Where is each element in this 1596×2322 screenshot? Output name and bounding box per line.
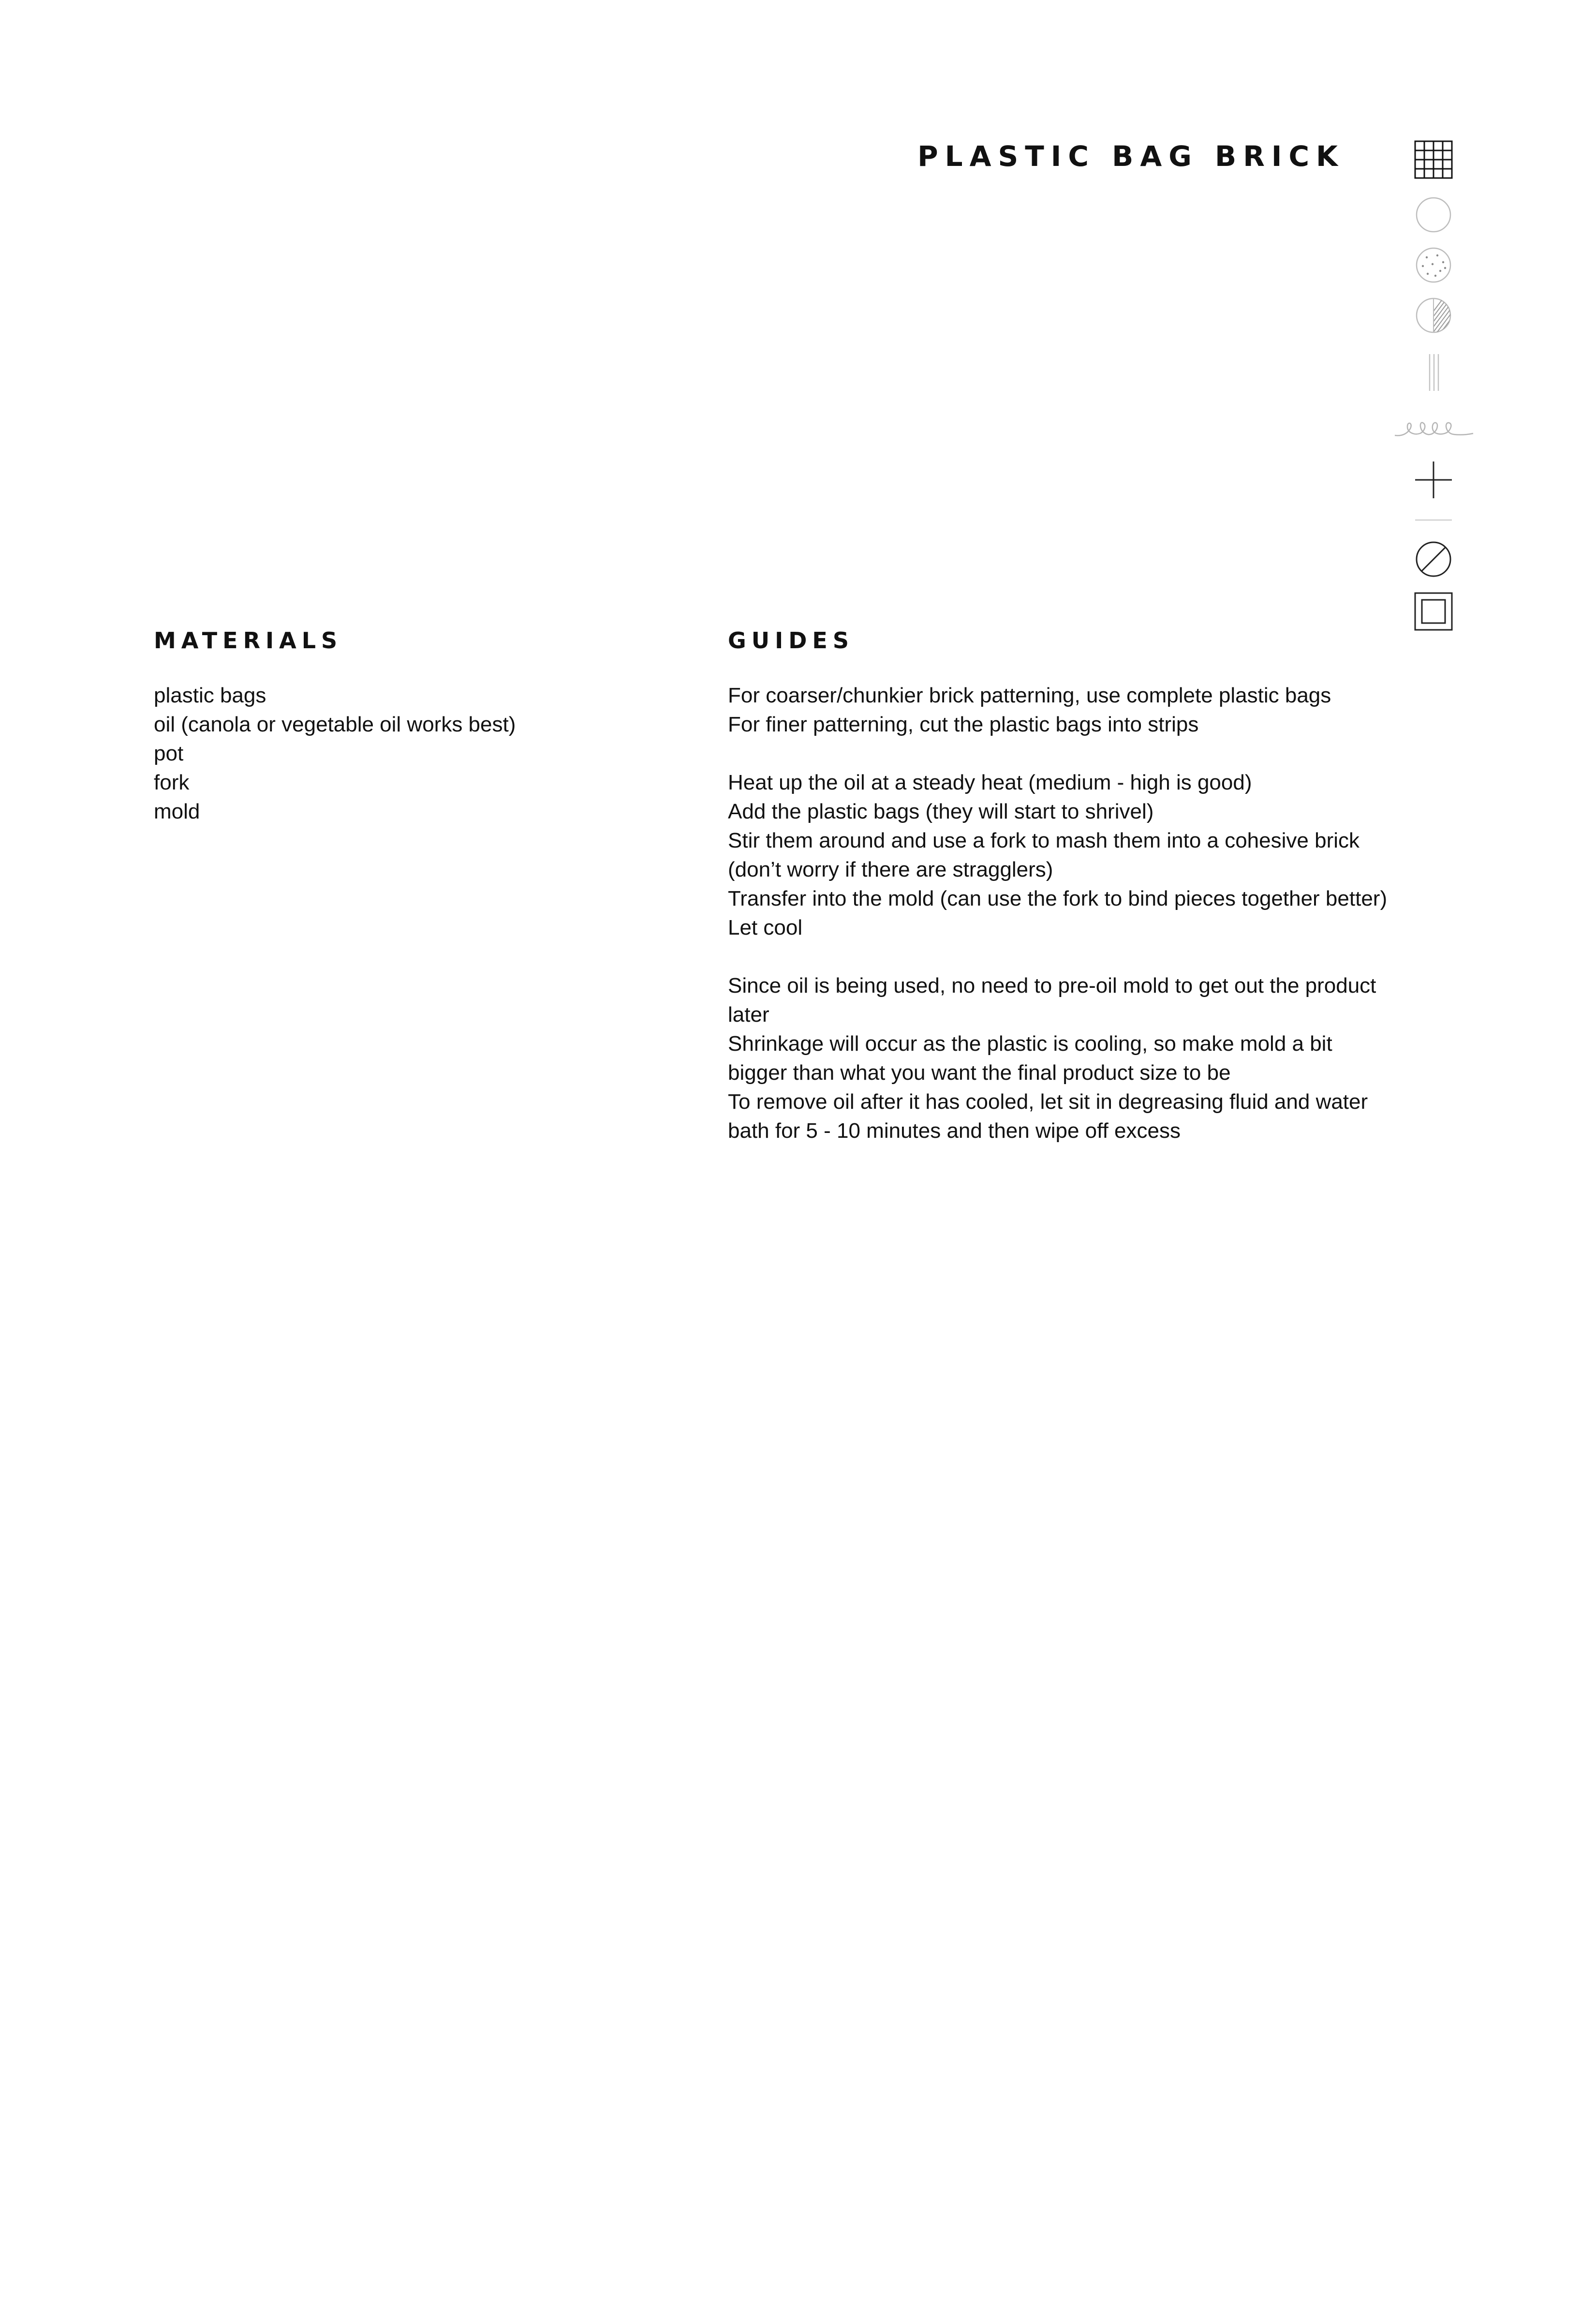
guides-heading: GUIDES [728,627,854,654]
nested-square-icon [1393,592,1475,631]
materials-heading: MATERIALS [154,627,343,654]
grid-icon [1393,140,1475,179]
guide-group-steps [728,768,1395,942]
guide-line: To remove oil after it has cooled, let sit in degreasing fluid and water bath for 5 - 10 minutes and then wipe off excess [728,1090,1368,1143]
guide-group-preparation [728,681,1395,739]
guides-body [728,681,1395,1175]
page-title: PLASTIC BAG BRICK [917,140,1345,173]
circle-slash-icon [1393,540,1475,579]
list-item: fork [154,771,190,794]
guide-line: Add the plastic bags (they will start to shrivel) [728,800,1154,823]
guide-line: Transfer into the mold (can use the fork to bind pieces together better) [728,887,1388,910]
circle-outline-icon [1393,196,1475,233]
guide-line: Since oil is being used, no need to pre-oil mold to get out the product later [728,974,1376,1027]
half-hatched-circle-icon [1393,297,1475,334]
dotted-circle-icon [1393,247,1475,283]
icon-legend [1393,140,1475,643]
materials-list [154,681,686,826]
guide-line: Shrinkage will occur as the plastic is cooling, so make mold a bit bigger than what you want the final product size to be [728,1032,1332,1085]
plus-icon [1393,461,1475,499]
guide-line: For finer patterning, cut the plastic bags into strips [728,713,1199,736]
loops-icon [1393,414,1475,443]
guide-line: For coarser/chunkier brick patterning, use complete plastic bags [728,684,1331,707]
guide-line: Let cool [728,916,803,939]
list-item: pot [154,742,184,765]
list-item: plastic bags [154,684,266,707]
guide-line: Stir them around and use a fork to mash them into a cohesive brick (don’t worry if there are stragglers) [728,829,1360,881]
divider-line-icon [1393,518,1475,522]
list-item: oil (canola or vegetable oil works best) [154,713,516,736]
list-item: mold [154,800,200,823]
guide-group-tips [728,971,1395,1146]
vertical-lines-icon [1393,353,1475,392]
guide-line: Heat up the oil at a steady heat (medium - high is good) [728,771,1252,794]
